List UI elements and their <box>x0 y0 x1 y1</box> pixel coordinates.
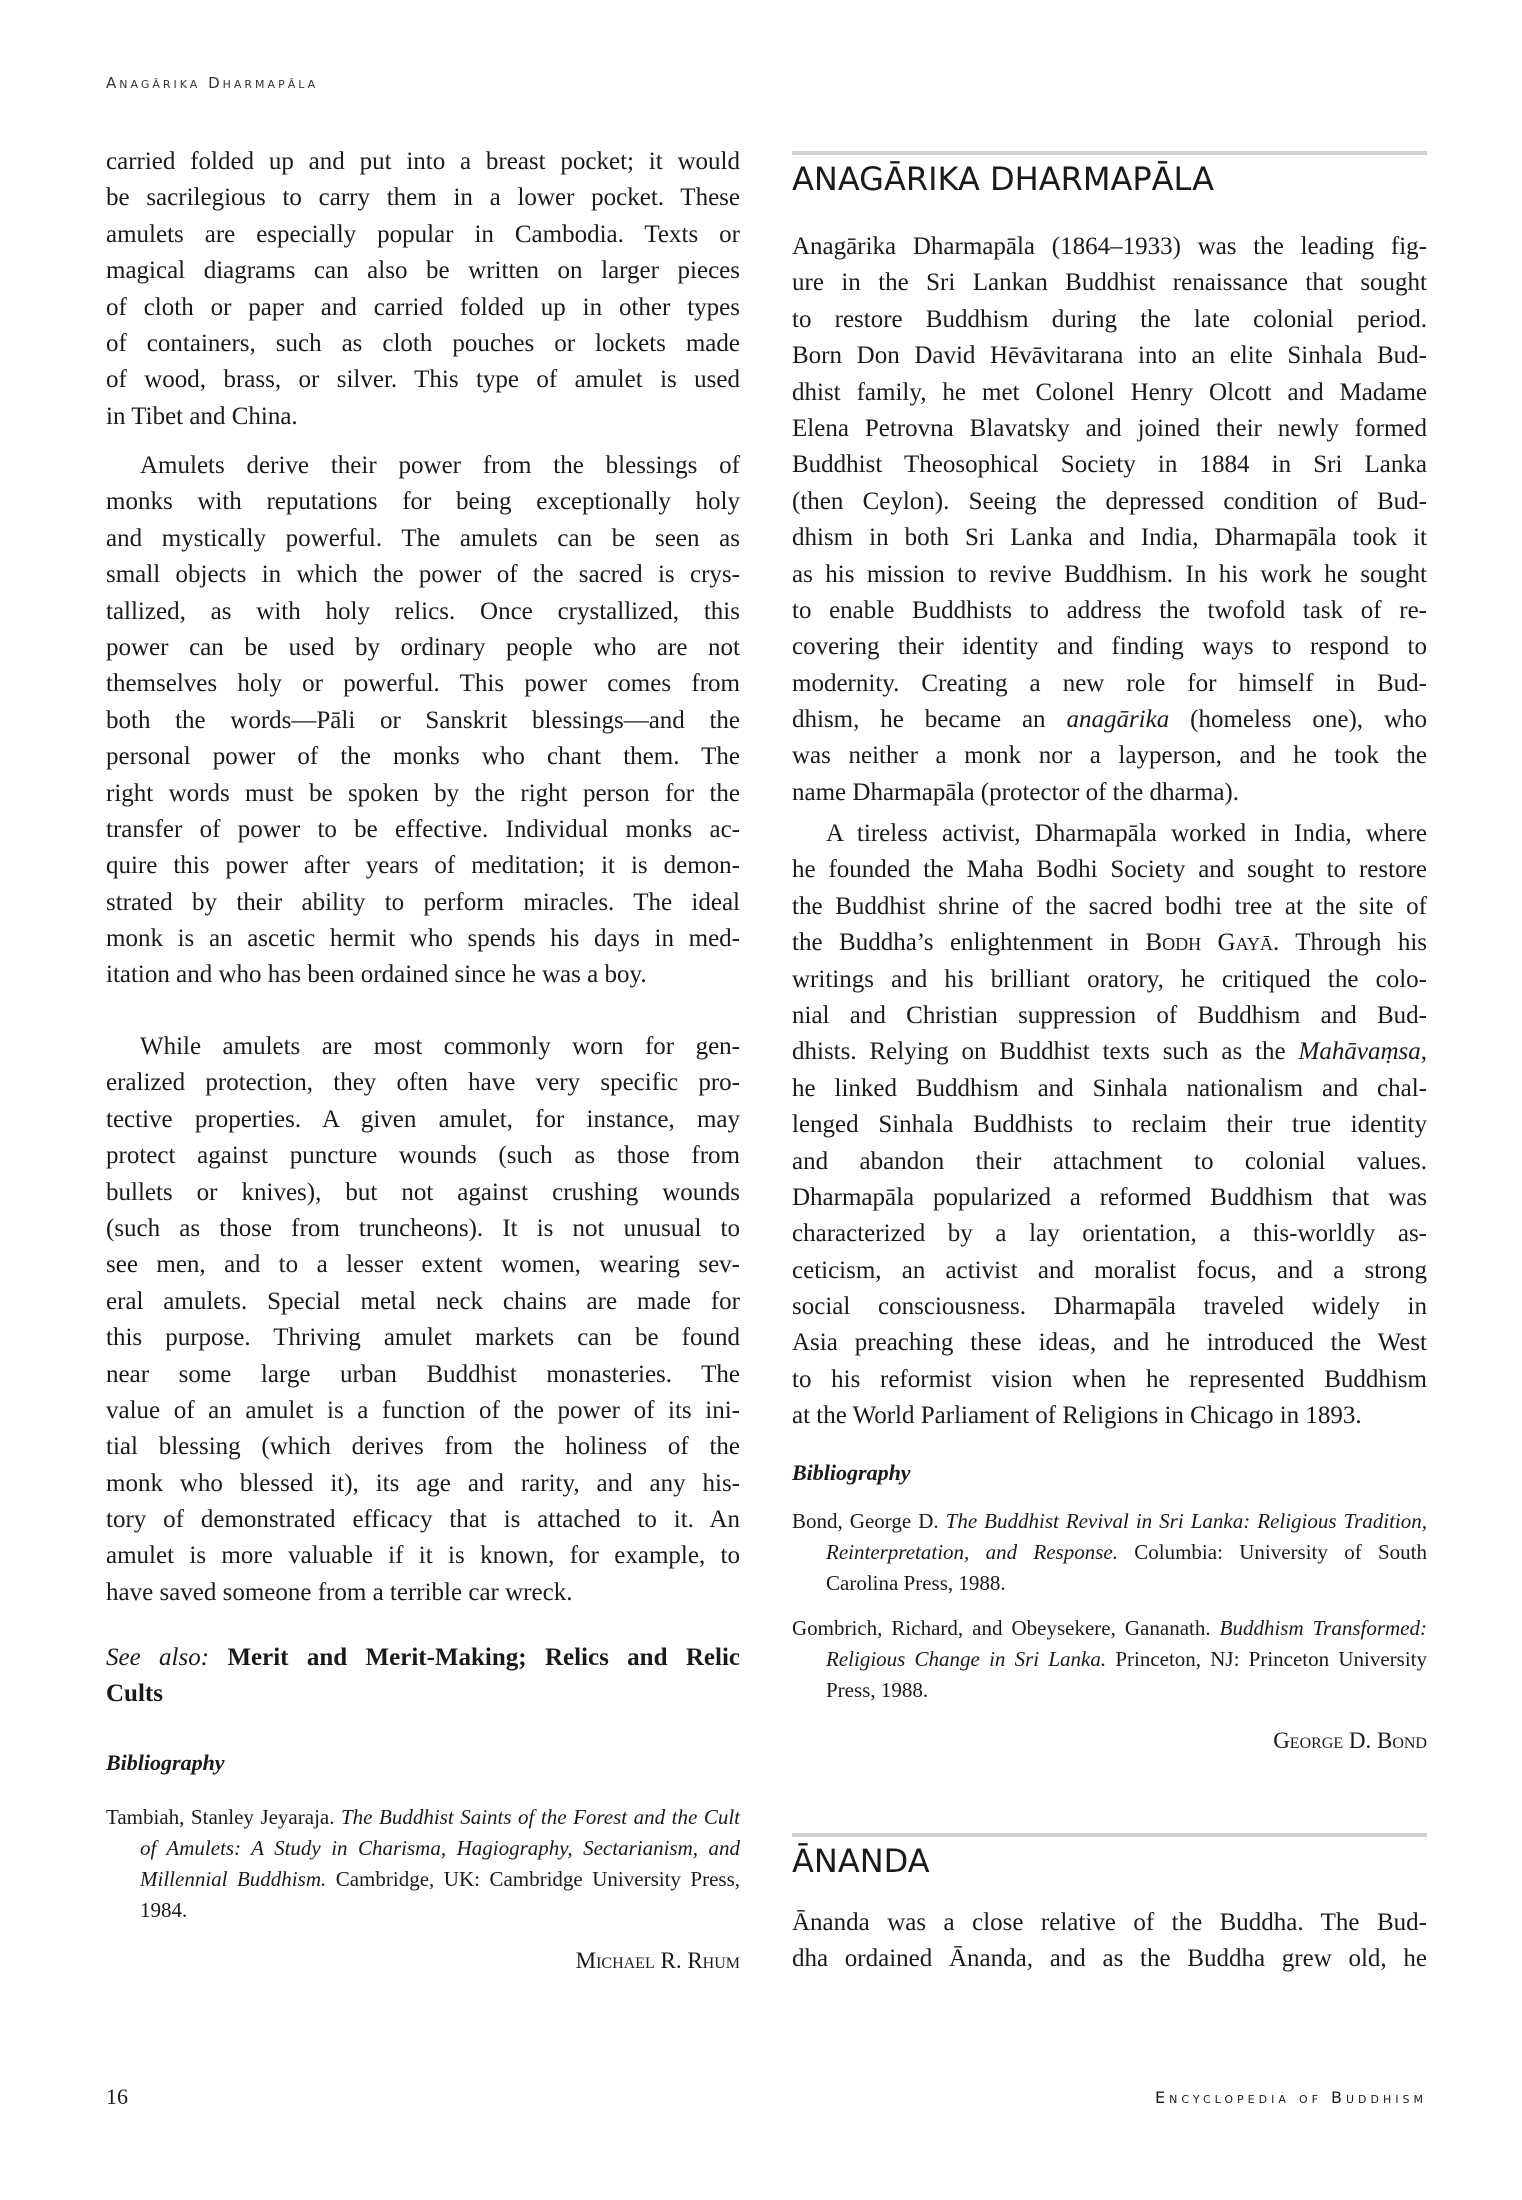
text-line: power can be used by ordinary people who are not <box>106 633 740 661</box>
bibliography-list <box>792 1506 1427 1720</box>
text-line: as his mission to revive Buddhism. In his work he sought <box>792 560 1427 588</box>
text-line: dha ordained Ānanda, and as the Buddha grew old, he <box>792 1945 1427 1973</box>
text-segment: Princeton, NJ: Princeton University Press, 1988. <box>826 1647 1428 1702</box>
text-line: this purpose. Thriving amulet markets can be found <box>106 1324 740 1352</box>
text-line: tial blessing (which derives from the holiness of the <box>106 1433 740 1461</box>
text-line: Asia preaching these ideas, and he introduced the West <box>792 1329 1427 1357</box>
text-line: at the World Parliament of Religions in Chicago in 1893. <box>792 1402 1362 1430</box>
italic-text: The Buddhist Revival in Sri Lanka: Religious Tradition, Reinterpretation, and Response. <box>826 1509 1428 1564</box>
text-line <box>792 925 1427 961</box>
text-line: of wood, brass, or silver. This type of amulet is used <box>106 366 740 394</box>
text-line: eral amulets. Special metal neck chains are made for <box>106 1287 740 1315</box>
section-divider <box>792 151 1427 155</box>
italic-text: anagārika <box>1066 706 1170 734</box>
book-title: Encyclopedia of Buddhism <box>1155 2088 1427 2107</box>
text-segment: the Buddha’s enlightenment in <box>792 929 1146 957</box>
cross-reference-link[interactable]: Bodh Gayā <box>1145 929 1273 957</box>
text-line: of cloth or paper and carried folded up in other types <box>106 293 740 321</box>
see-also-label: See also: <box>106 1644 210 1671</box>
article-author: George D. Bond <box>1273 1728 1427 1753</box>
text-line: protect against puncture wounds (such as those from <box>106 1142 740 1170</box>
text-line: have saved someone from a terrible car wreck. <box>106 1578 573 1606</box>
article-author: Michael R. Rhum <box>575 1948 740 1973</box>
text-line: and mystically powerful. The amulets can be seen as <box>106 524 740 552</box>
text-line: While amulets are most commonly worn for gen- <box>140 1033 740 1060</box>
text-line: right words must be spoken by the right person for the <box>106 779 740 807</box>
bibliography-heading: Bibliography <box>792 1460 911 1485</box>
text-line: be sacrilegious to carry them in a lower pocket. These <box>106 184 740 212</box>
article-title: ANAGĀRIKA DHARMAPĀLA <box>792 160 1214 198</box>
text-line: modernity. Creating a new role for himself in Bud- <box>792 669 1427 697</box>
text-line: to his reformist vision when he represented Buddhism <box>792 1365 1427 1393</box>
text-segment: dhism, he became an <box>792 706 1067 734</box>
ananda-paragraph <box>792 1905 1427 1978</box>
right-paragraph-1 <box>792 229 1427 811</box>
text-line: itation and who has been ordained since he was a boy. <box>106 961 647 989</box>
italic-text: Buddhism Transformed: Religious Change in Sri Lanka. <box>826 1616 1427 1671</box>
text-line: near some large urban Buddhist monasteries. The <box>106 1360 740 1388</box>
text-line: and abandon their attachment to colonial values. <box>792 1147 1427 1175</box>
text-segment: (homeless one), who <box>1169 706 1427 734</box>
italic-text: Mahāvaṃsa, <box>1298 1038 1427 1066</box>
text-line: monk is an ascetic hermit who spends his days in med- <box>106 925 740 953</box>
text-line: both the words—Pāli or Sanskrit blessings—and the <box>106 706 740 734</box>
see-also-link-merit-relics[interactable]: Merit and Merit-Making; Relics and Relic <box>227 1644 740 1671</box>
text-line: name Dharmapāla (protector of the dharma). <box>792 778 1240 806</box>
italic-text: The Buddhist Saints of the Forest and the Cult of Amulets: A Study in Charisma, Hagiography, Sectarianism, and Millennial Buddhism. <box>140 1805 740 1891</box>
text-line: (then Ceylon). Seeing the depressed condition of Bud- <box>792 487 1427 515</box>
text-line: quire this power after years of meditation; it is demon- <box>106 852 740 880</box>
text-segment: Bond, George D. <box>792 1509 946 1533</box>
text-line: themselves holy or powerful. This power comes from <box>106 670 740 698</box>
running-head: Anagārika Dharmapāla <box>106 74 319 92</box>
text-line: he founded the Maha Bodhi Society and sought to restore <box>792 856 1427 884</box>
text-line: social consciousness. Dharmapāla traveled widely in <box>792 1293 1427 1321</box>
bibliography-entry <box>792 1506 1427 1599</box>
text-segment: . Through his <box>1272 929 1427 957</box>
text-line: characterized by a lay orientation, a this-worldly as- <box>792 1220 1427 1248</box>
text-line: eralized protection, they often have very specific pro- <box>106 1069 740 1097</box>
text-line: ure in the Sri Lankan Buddhist renaissance that sought <box>792 269 1427 297</box>
text-line: lenged Sinhala Buddhists to reclaim their true identity <box>792 1111 1427 1139</box>
see-also-link-cults[interactable]: Cults <box>106 1680 163 1708</box>
text-line: Born Don David Hēvāvitarana into an elite Sinhala Bud- <box>792 342 1427 370</box>
text-segment: Gombrich, Richard, and Obeysekere, Gananath. <box>792 1616 1220 1640</box>
text-line: carried folded up and put into a breast pocket; it would <box>106 148 740 175</box>
left-paragraph-1 <box>106 144 740 435</box>
text-line: monks with reputations for being exceptionally holy <box>106 488 740 516</box>
text-line: Dharmapāla popularized a reformed Buddhism that was <box>792 1183 1427 1211</box>
text-line: Buddhist Theosophical Society in 1884 in Sri Lanka <box>792 451 1427 479</box>
text-line: tallized, as with holy relics. Once crystallized, this <box>106 597 740 625</box>
text-line: value of an amulet is a function of the power of its ini- <box>106 1396 740 1424</box>
text-segment: dhists. Relying on Buddhist texts such as the <box>792 1038 1299 1066</box>
text-line: Anagārika Dharmapāla (1864–1933) was the leading fig- <box>792 233 1427 260</box>
text-line: amulet is more valuable if it is known, for example, to <box>106 1542 740 1570</box>
text-line <box>792 702 1427 738</box>
text-line: writings and his brilliant oratory, he critiqued the colo- <box>792 965 1427 993</box>
text-line: to restore Buddhism during the late colonial period. <box>792 305 1427 333</box>
text-segment: Columbia: University of South Carolina Press, 1988. <box>826 1540 1427 1595</box>
text-line: in Tibet and China. <box>106 402 298 430</box>
text-segment: Cambridge, UK: Cambridge University Press, 1984. <box>140 1867 740 1922</box>
right-paragraph-2 <box>792 816 1427 1435</box>
text-line: he linked Buddhism and Sinhala nationalism and chal- <box>792 1074 1427 1102</box>
section-divider <box>792 1833 1427 1837</box>
text-line: Ānanda was a close relative of the Buddha. The Bud- <box>792 1909 1427 1936</box>
text-line: personal power of the monks who chant them. The <box>106 743 740 771</box>
text-line: nial and Christian suppression of Buddhism and Bud- <box>792 1001 1427 1029</box>
article-title-ananda: ĀNANDA <box>792 1842 930 1880</box>
text-line: tory of demonstrated efficacy that is attached to it. An <box>106 1506 740 1534</box>
text-line: dhism in both Sri Lanka and India, Dharmapāla took it <box>792 524 1427 552</box>
text-line: transfer of power to be effective. Individual monks ac- <box>106 815 740 843</box>
text-line: tective properties. A given amulet, for instance, may <box>106 1105 740 1133</box>
text-line: A tireless activist, Dharmapāla worked in India, where <box>826 820 1427 847</box>
text-line: small objects in which the power of the sacred is crys- <box>106 561 740 589</box>
text-line: the Buddhist shrine of the sacred bodhi tree at the site of <box>792 892 1427 920</box>
text-line: dhist family, he met Colonel Henry Olcott and Madame <box>792 378 1427 406</box>
text-line: magical diagrams can also be written on larger pieces <box>106 257 740 285</box>
text-line: monk who blessed it), its age and rarity, and any his- <box>106 1469 740 1497</box>
bibliography-heading: Bibliography <box>106 1750 225 1775</box>
text-line: covering their identity and finding ways to respond to <box>792 633 1427 661</box>
see-also <box>106 1640 740 1713</box>
bibliography-entry <box>106 1802 740 1926</box>
left-paragraph-2 <box>106 448 740 994</box>
text-line: bullets or knives), but not against crushing wounds <box>106 1178 740 1206</box>
text-line: amulets are especially popular in Cambodia. Texts or <box>106 220 740 248</box>
left-paragraph-3 <box>106 1029 740 1611</box>
text-line: see men, and to a lesser extent women, wearing sev- <box>106 1251 740 1279</box>
text-line <box>792 1034 1427 1070</box>
text-line: Elena Petrovna Blavatsky and joined their newly formed <box>792 414 1427 442</box>
text-line: Amulets derive their power from the blessings of <box>140 452 740 479</box>
text-line: ceticism, an activist and moralist focus, and a strong <box>792 1256 1427 1284</box>
text-segment: Tambiah, Stanley Jeyaraja. <box>106 1805 341 1829</box>
text-line: (such as those from truncheons). It is not unusual to <box>106 1214 740 1242</box>
text-line: to enable Buddhists to address the twofold task of re- <box>792 596 1427 624</box>
text-line: was neither a monk nor a layperson, and he took the <box>792 742 1427 770</box>
bibliography-entry <box>792 1613 1427 1706</box>
page-number: 16 <box>106 2084 128 2109</box>
text-line: strated by their ability to perform miracles. The ideal <box>106 888 740 916</box>
bibliography-list <box>106 1802 740 1940</box>
text-line: of containers, such as cloth pouches or lockets made <box>106 329 740 357</box>
